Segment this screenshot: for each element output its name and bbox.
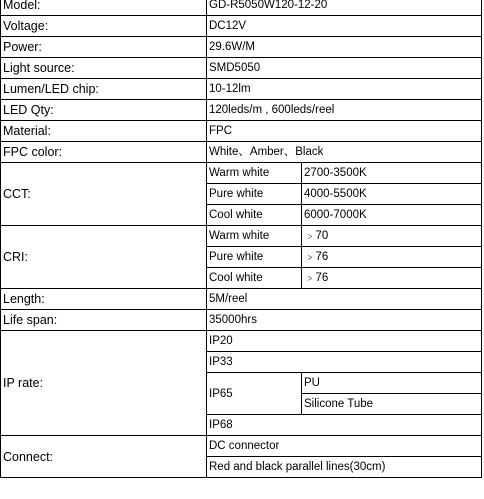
table-row-material [1,121,482,142]
ip65-option: Silicone Tube [302,394,482,415]
cri-name: Cool white [207,268,302,289]
row-value: FPC [207,121,482,142]
row-label: CCT: [1,163,207,226]
row-label: FPC color: [1,142,207,163]
row-value: GD-R5050W120-12-20 [207,0,482,16]
table-row-cct [1,163,482,184]
row-value: SMD5050 [207,58,482,79]
ip-value: IP68 [207,415,482,436]
cct-name: Cool white [207,205,302,226]
table-row-model [1,0,482,16]
table-row-fpc-color [1,142,482,163]
cri-name: Pure white [207,247,302,268]
cri-value: ﹥70 [302,226,482,247]
table-row-connect [1,436,482,457]
connect-value: Red and black parallel lines(30cm) [207,457,482,478]
row-label: IP rate: [1,331,207,436]
cct-value: 6000-7000K [302,205,482,226]
cct-value: 2700-3500K [302,163,482,184]
row-label: Lumen/LED chip: [1,79,207,100]
cct-value: 4000-5500K [302,184,482,205]
cri-value: ﹥76 [302,268,482,289]
row-value: 29.6W/M [207,37,482,58]
table-row-length [1,289,482,310]
row-value: White、Amber、Black [207,142,482,163]
row-label: CRI: [1,226,207,289]
row-label: Model: [1,0,207,16]
cct-name: Warm white [207,163,302,184]
table-row-life-span [1,310,482,331]
row-label: Connect: [1,436,207,478]
row-value: 120leds/m , 600leds/reel [207,100,482,121]
row-value: 10-12lm [207,79,482,100]
ip-value: IP20 [207,331,482,352]
row-label: Power: [1,37,207,58]
row-label: Life span: [1,310,207,331]
cri-name: Warm white [207,226,302,247]
row-label: Material: [1,121,207,142]
table-row-cri [1,226,482,247]
row-label: Light source: [1,58,207,79]
table-row-voltage [1,16,482,37]
table-row-ip-rate [1,331,482,352]
ip-value: IP33 [207,352,482,373]
row-value: DC12V [207,16,482,37]
connect-value: DC connector [207,436,482,457]
cri-value: ﹥76 [302,247,482,268]
table-row-power [1,37,482,58]
row-label: Voltage: [1,16,207,37]
row-label: LED Qty: [1,100,207,121]
row-value: 5M/reel [207,289,482,310]
row-label: Length: [1,289,207,310]
row-value: 35000hrs [207,310,482,331]
ip65-option: PU [302,373,482,394]
table-row-light-source [1,58,482,79]
table-row-lumen [1,79,482,100]
table-row-led-qty [1,100,482,121]
ip-value: IP65 [207,373,302,415]
cct-name: Pure white [207,184,302,205]
